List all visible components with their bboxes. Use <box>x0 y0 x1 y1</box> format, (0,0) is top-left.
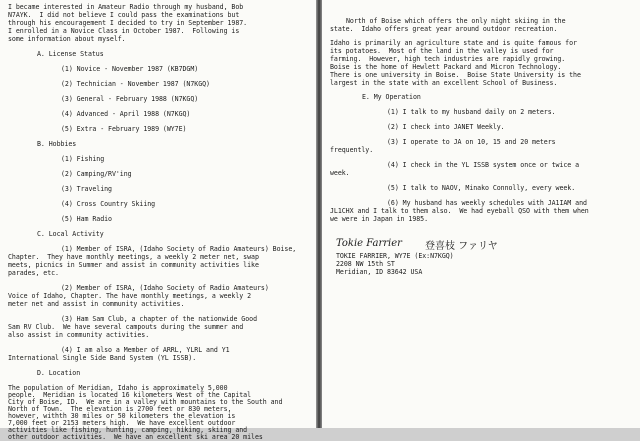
list-item: (3) General - February 1988 (N7KGQ) <box>61 95 199 103</box>
right-page <box>322 0 640 428</box>
paragraph-line: Boise is the home of Hewlett Packard and Micron Technology. <box>330 63 562 71</box>
list-item: (2) Technician - November 1987 (N7KGQ) <box>61 80 210 88</box>
handwritten-signature-english: Tokie Farrier <box>336 238 402 249</box>
list-item: we were in Japan in 1985. <box>330 215 428 223</box>
intro-line: I became interested in Amateur Radio through my husband, Bob <box>8 3 244 11</box>
intro-line: N7AYK. I did not believe I could pass the examinations but <box>8 11 240 19</box>
list-item: (4) Advanced - April 1988 (N7KGQ) <box>61 110 191 118</box>
paragraph-line: North of Boise which offers the only night skiing in the <box>346 17 566 25</box>
paragraph-line: however, withth 30 miles or 50 kilometers the elevation is <box>8 412 236 420</box>
paragraph-line: (1) Member of ISRA, (Idaho Society of Radio Amateurs) Boise, <box>61 245 297 253</box>
paragraph-line: Voice of Idaho, Chapter. The have monthly meetings, a weekly 2 <box>8 292 252 300</box>
list-item: (2) I check into JANET Weekly. <box>387 123 505 131</box>
list-item: (6) My husband has weekly schedules with JA1IAM and <box>387 199 587 207</box>
list-item: frequently. <box>330 146 374 154</box>
list-item: (2) Camping/RV'ing <box>61 170 132 178</box>
paragraph-line: activities like fishing, hunting, camping, hiking, skiing and <box>8 426 248 434</box>
list-item: (4) Cross Country Skiing <box>61 200 156 208</box>
section-heading-operation: E. My Operation <box>362 93 421 101</box>
address-street: 2208 NW 15th ST <box>336 260 395 268</box>
list-item: (1) I talk to my husband daily on 2 meters. <box>387 108 556 116</box>
section-heading-hobbies: B. Hobbies <box>37 140 77 148</box>
paragraph-line: Chapter. They have monthly meetings, a weekly 2 meter net, swap <box>8 253 259 261</box>
paragraph-line: Sam RV Club. We have several campouts during the summer and <box>8 323 244 331</box>
list-item: (3) Traveling <box>61 185 112 193</box>
signature-name: TOKIE FARRIER, WY7E (Ex:N7KGQ) <box>336 252 454 260</box>
paragraph-line: its potatoes. Most of the land in the valley is used for <box>330 47 554 55</box>
list-item: (5) I talk to NAOV, Minako Connolly, every week. <box>387 184 576 192</box>
intro-line: through his encouragement I decided to try in September 1987. <box>8 19 248 27</box>
paragraph-line: other outdoor activities. We have an excellent ski area 20 miles <box>8 433 263 441</box>
paragraph-line: (3) Ham Sam Club, a chapter of the nationwide Good <box>61 315 257 323</box>
intro-line: some information about myself. <box>8 35 126 43</box>
list-item: (5) Ham Radio <box>61 215 112 223</box>
paragraph-line: International Single Side Band System (YL ISSB). <box>8 354 197 362</box>
paragraph-line: (2) Member of ISRA, (Idaho Society of Radio Amateurs) <box>61 284 269 292</box>
paragraph-line: North of Town. The elevation is 2700 feet or 830 meters, <box>8 405 232 413</box>
list-item: (4) I check in the YL ISSB system once or twice a <box>387 161 580 169</box>
paragraph-line: people. Meridian is located 16 kilometers West of the Capital <box>8 391 252 399</box>
address-city: Meridian, ID 83642 USA <box>336 268 423 276</box>
section-heading-local-activity: C. Local Activity <box>37 230 104 238</box>
list-item: (3) I operate to JA on 10, 15 and 20 meters <box>387 138 556 146</box>
paragraph-line: There is one university in Boise. Boise State University is the <box>330 71 581 79</box>
paragraph-line: largest in the state with an excellent School of Business. <box>330 79 558 87</box>
section-heading-location: D. Location <box>37 369 81 377</box>
paragraph-line: The population of Meridian, Idaho is approximately 5,000 <box>8 384 228 392</box>
list-item: JL1CHX and I talk to them also. We had eyeball QSO with them when <box>330 207 589 215</box>
list-item: (1) Novice - November 1987 (KB7DGM) <box>61 65 199 73</box>
paragraph-line: Idaho is primarily an agriculture state and is quite famous for <box>330 39 577 47</box>
section-heading-license: A. License Status <box>37 50 104 58</box>
paragraph-line: City of Boise, ID. We are in a valley with mountains to the South and <box>8 398 283 406</box>
list-item: week. <box>330 169 350 177</box>
handwritten-signature-japanese: 登喜枝 ファリヤ <box>425 241 498 252</box>
paragraph-line: farming. However, high tech industries are rapidly growing. <box>330 55 566 63</box>
list-item: (5) Extra - February 1989 (WY7E) <box>61 125 187 133</box>
paragraph-line: meets, picnics in Summer and assist in community activities like <box>8 261 259 269</box>
paragraph-line: (4) I am also a Member of ARRL, YLRL and Y1 <box>61 346 230 354</box>
paragraph-line: also assist in community activities. <box>8 331 150 339</box>
paragraph-line: meter net and assist in community activities. <box>8 300 185 308</box>
intro-line: I enrolled in a Novice Class in October 1987. Following is <box>8 27 240 35</box>
left-page <box>0 0 316 441</box>
paragraph-line: state. Idaho offers great year around outdoor recreation. <box>330 25 558 33</box>
paragraph-line: 7,000 feet or 2153 meters high. We have excellent outdoor <box>8 419 236 427</box>
paragraph-line: parades, etc. <box>8 269 59 277</box>
list-item: (1) Fishing <box>61 155 105 163</box>
